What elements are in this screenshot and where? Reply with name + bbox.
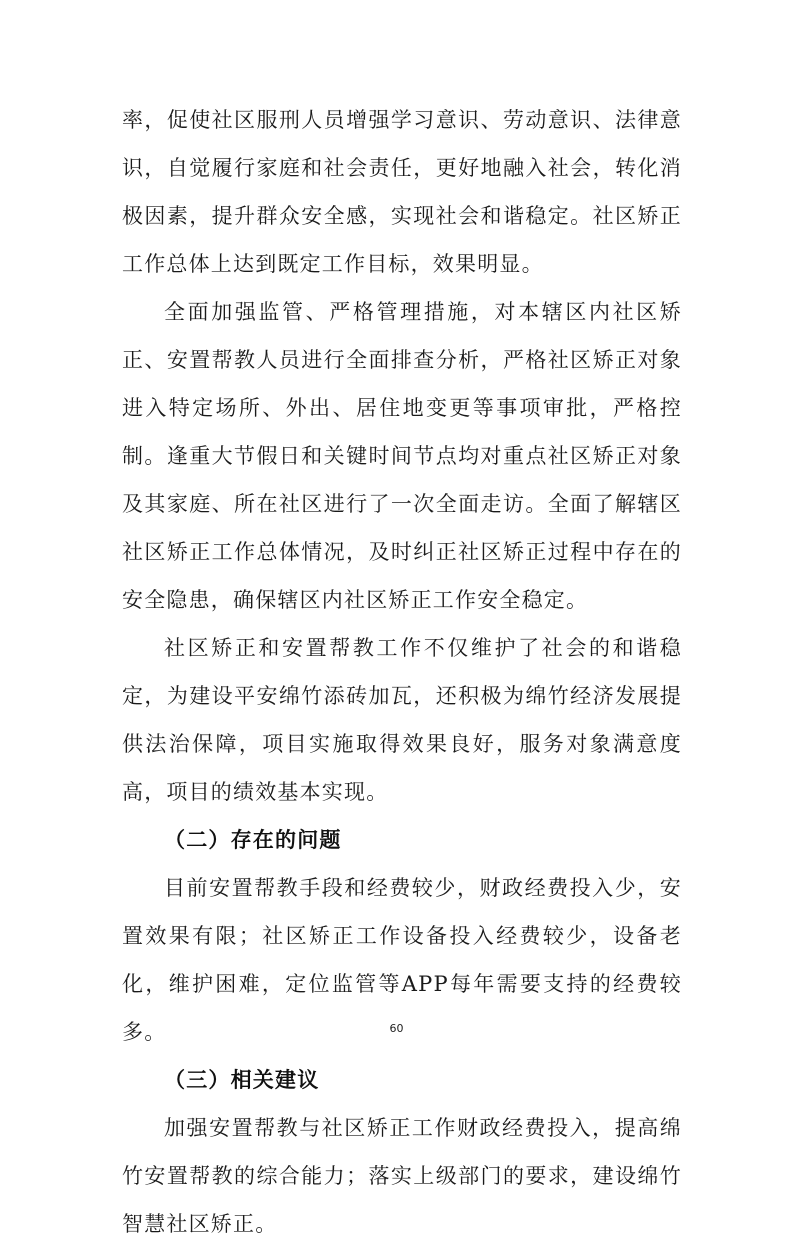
paragraph-summary: 社区矫正和安置帮教工作不仅维护了社会的和谐稳定，为建设平安绵竹添砖加瓦，还积极为绵竹经济发展提供法治保障，项目实施取得效果良好，服务对象满意度高，项目的绩效基本实现。 xyxy=(122,636,682,804)
paragraph-continued: 率，促使社区服刑人员增强学习意识、劳动意识、法律意识，自觉履行家庭和社会责任，更好地融入社会，转化消极因素，提升群众安全感，实现社会和谐稳定。社区矫正工作总体上达到既定工作目标，效果明显。 xyxy=(122,108,682,276)
paragraph-suggestions: 加强安置帮教与社区矫正工作财政经费投入，提高绵竹安置帮教的综合能力；落实上级部门的要求，建设绵竹智慧社区矫正。 xyxy=(122,1116,682,1236)
section-heading-suggestions: （三）相关建议 xyxy=(164,1068,320,1092)
section-heading-problems: （二）存在的问题 xyxy=(164,828,342,852)
document-body xyxy=(122,96,682,1248)
paragraph-problems: 目前安置帮教手段和经费较少，财政经费投入少，安置效果有限；社区矫正工作设备投入经费较少，设备老化，维护困难，定位监管等APP每年需要支持的经费较多。 xyxy=(122,876,682,1044)
page-number: 60 xyxy=(389,1022,404,1035)
paragraph-supervision: 全面加强监管、严格管理措施，对本辖区内社区矫正、安置帮教人员进行全面排查分析，严格社区矫正对象进入特定场所、外出、居住地变更等事项审批，严格控制。逢重大节假日和关键时间节点均对重点社区矫正对象及其家庭、所在社区进行了一次全面走访。全面了解辖区社区矫正工作总体情况，及时纠正社区矫正过程中存在的安全隐患，确保辖区内社区矫正工作安全稳定。 xyxy=(122,300,682,612)
